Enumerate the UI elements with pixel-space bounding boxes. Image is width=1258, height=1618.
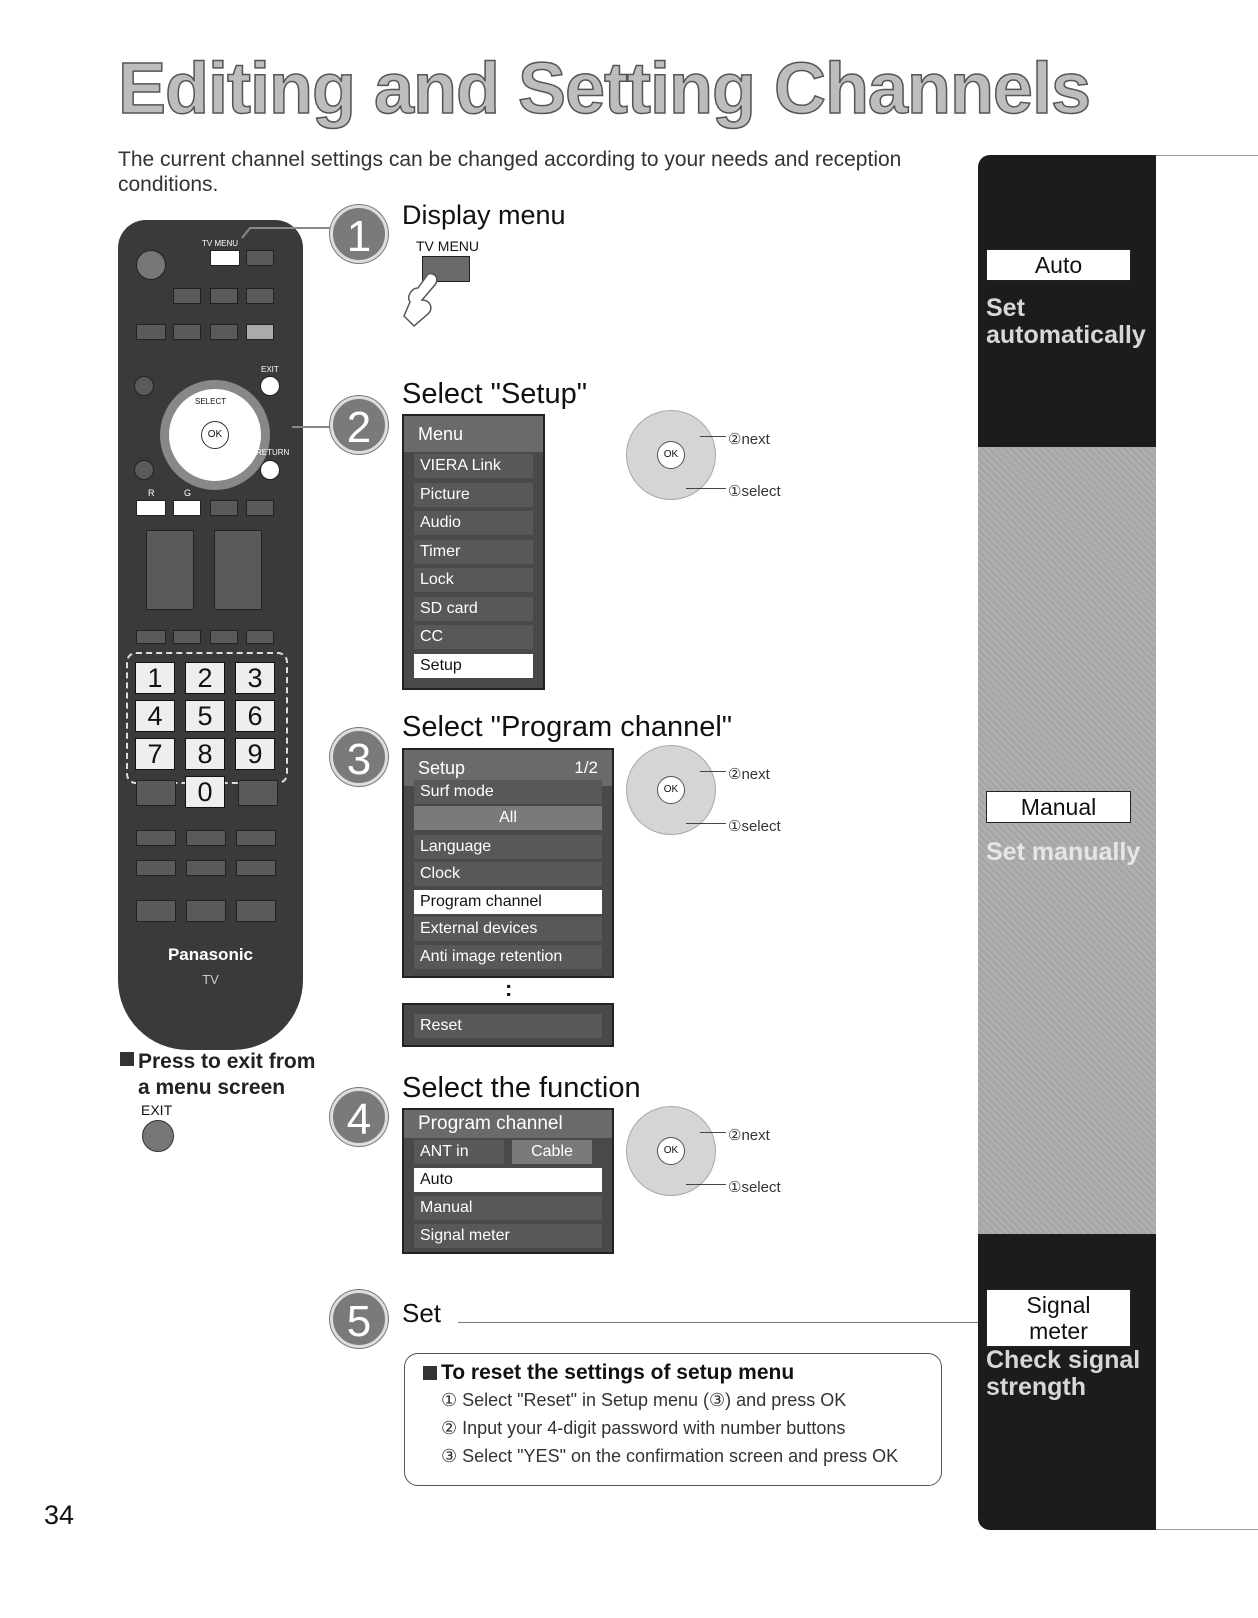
remote-key[interactable] bbox=[136, 900, 176, 922]
number-button-5[interactable]: 5 bbox=[185, 700, 225, 732]
exit-note-button bbox=[142, 1120, 174, 1152]
number-button-6[interactable]: 6 bbox=[235, 700, 275, 732]
g-key-label: G bbox=[184, 488, 192, 498]
step-2-heading: Select "Setup" bbox=[402, 378, 588, 410]
remote-key[interactable] bbox=[210, 288, 238, 304]
step-2-next-label: ②next bbox=[728, 431, 770, 448]
number-button-4[interactable]: 4 bbox=[135, 700, 175, 732]
number-button-8[interactable]: 8 bbox=[185, 738, 225, 770]
sidebar-auto-label: Auto bbox=[986, 249, 1131, 281]
menu-item-timer[interactable]: Timer bbox=[414, 540, 533, 564]
remote-key[interactable] bbox=[173, 630, 201, 644]
exit-key-label: EXIT bbox=[261, 365, 279, 374]
remote-key[interactable] bbox=[186, 860, 226, 876]
step-3-select-label: ①select bbox=[728, 818, 781, 835]
intro-text: The current channel settings can be changed according to your needs and reception conditions. bbox=[118, 148, 902, 196]
step-4-heading: Select the function bbox=[402, 1072, 641, 1104]
ok-button[interactable]: OK bbox=[201, 421, 229, 449]
next-leader bbox=[700, 1132, 726, 1133]
remote-key[interactable] bbox=[136, 830, 176, 846]
number-button-2[interactable]: 2 bbox=[185, 662, 225, 694]
remote-key[interactable] bbox=[246, 324, 274, 340]
remote-key[interactable] bbox=[246, 288, 274, 304]
number-button-1[interactable]: 1 bbox=[135, 662, 175, 694]
sidebar-manual-sub: Set manually bbox=[986, 838, 1141, 866]
green-button[interactable] bbox=[173, 500, 201, 516]
remote-key[interactable] bbox=[173, 324, 201, 340]
step-3-number: 3 bbox=[330, 728, 388, 786]
power-button[interactable] bbox=[136, 250, 166, 280]
step-3-heading: Select "Program channel" bbox=[402, 711, 733, 743]
step-2-number: 2 bbox=[330, 396, 388, 454]
exit-note-button-label: EXIT bbox=[141, 1102, 173, 1118]
step-5-heading: Set bbox=[402, 1298, 442, 1328]
reset-step-2: ② Input your 4-digit password with number buttons bbox=[441, 1418, 846, 1438]
menu-item-viera-link[interactable]: VIERA Link bbox=[414, 454, 533, 478]
select-leader bbox=[686, 488, 726, 489]
sidebar-signal-sub: Check signal strength bbox=[986, 1346, 1141, 1401]
setup-item-program-channel[interactable]: Program channel bbox=[414, 890, 602, 914]
step1-connector bbox=[240, 224, 340, 244]
exit-note-line1: Press to exit from bbox=[138, 1050, 316, 1073]
ant-in-label: ANT in bbox=[414, 1140, 504, 1164]
step-5-number: 5 bbox=[330, 1290, 388, 1348]
remote-key[interactable] bbox=[214, 530, 262, 610]
step-1-heading: Display menu bbox=[402, 200, 566, 230]
remote-key[interactable] bbox=[236, 860, 276, 876]
remote-key[interactable] bbox=[136, 780, 176, 806]
bullet-square bbox=[423, 1366, 437, 1380]
step-2-select-wheel bbox=[626, 410, 716, 500]
setup-menu-page: 1/2 bbox=[574, 758, 598, 777]
return-button[interactable] bbox=[260, 460, 280, 480]
menu-item-cc[interactable]: CC bbox=[414, 625, 533, 649]
program-channel-screen bbox=[402, 1108, 614, 1254]
setup-item-reset[interactable]: Reset bbox=[414, 1014, 602, 1038]
step-4-next-label: ②next bbox=[728, 1127, 770, 1144]
remote-key[interactable] bbox=[238, 780, 278, 806]
red-button[interactable] bbox=[136, 500, 166, 516]
sidebar bbox=[978, 155, 1258, 1530]
setup-item-language[interactable]: Language bbox=[414, 835, 602, 859]
remote-key[interactable] bbox=[136, 630, 166, 644]
select-label: SELECT bbox=[195, 397, 227, 406]
remote-brand: Panasonic bbox=[167, 945, 254, 964]
step-4-number: 4 bbox=[330, 1088, 388, 1146]
setup-menu-screen bbox=[402, 748, 614, 978]
number-button-7[interactable]: 7 bbox=[135, 738, 175, 770]
remote-key[interactable] bbox=[210, 630, 238, 644]
menu-item-sd-card[interactable]: SD card bbox=[414, 597, 533, 621]
reset-settings-box bbox=[404, 1353, 942, 1486]
number-button-9[interactable]: 9 bbox=[235, 738, 275, 770]
remote-key[interactable] bbox=[246, 630, 274, 644]
remote-key[interactable] bbox=[186, 900, 226, 922]
step-2-ok-button: OK bbox=[657, 441, 685, 469]
remote-key[interactable] bbox=[134, 376, 154, 396]
main-menu-title: Menu bbox=[404, 416, 543, 452]
reset-step-3: ③ Select "YES" on the confirmation screen and press OK bbox=[441, 1446, 899, 1466]
bullet-square bbox=[120, 1052, 134, 1066]
menu-item-lock[interactable]: Lock bbox=[414, 568, 533, 592]
sidebar-manual-label: Manual bbox=[986, 791, 1131, 823]
setup-item-anti-image-retention[interactable]: Anti image retention bbox=[414, 945, 602, 969]
remote-key[interactable] bbox=[210, 324, 238, 340]
hand-pointer-icon bbox=[400, 270, 450, 328]
remote-key[interactable] bbox=[236, 900, 276, 922]
ant-in-value[interactable]: Cable bbox=[512, 1140, 592, 1164]
select-leader bbox=[686, 1184, 726, 1185]
exit-button[interactable] bbox=[260, 376, 280, 396]
function-item-auto[interactable]: Auto bbox=[414, 1168, 602, 1192]
menu-item-setup[interactable]: Setup bbox=[414, 654, 533, 678]
step-1-tv-menu-label: TV MENU bbox=[416, 238, 479, 254]
page-title: Editing and Setting Channels bbox=[118, 49, 1091, 129]
tv-menu-button[interactable] bbox=[210, 250, 240, 266]
remote-key[interactable] bbox=[136, 324, 166, 340]
step-5-leader-line bbox=[458, 1322, 978, 1323]
step-3-next-label: ②next bbox=[728, 766, 770, 783]
remote-control bbox=[118, 220, 303, 1050]
program-channel-title: Program channel bbox=[404, 1110, 612, 1138]
select-dpad[interactable] bbox=[160, 380, 270, 490]
sidebar-auto-sub: Set automatically bbox=[986, 294, 1146, 349]
setup-item-external-devices[interactable]: External devices bbox=[414, 917, 602, 941]
function-item-signal-meter[interactable]: Signal meter bbox=[414, 1224, 602, 1248]
step-3-select-wheel bbox=[626, 745, 716, 835]
remote-key[interactable] bbox=[236, 830, 276, 846]
remote-key[interactable] bbox=[186, 830, 226, 846]
remote-key[interactable] bbox=[173, 288, 201, 304]
step-2-select-label: ①select bbox=[728, 483, 781, 500]
remote-key[interactable] bbox=[134, 460, 154, 480]
remote-key[interactable] bbox=[246, 500, 274, 516]
number-button-3[interactable]: 3 bbox=[235, 662, 275, 694]
next-leader bbox=[700, 436, 726, 437]
select-leader bbox=[686, 823, 726, 824]
remote-key[interactable] bbox=[136, 860, 176, 876]
reset-step-1: ① Select "Reset" in Setup menu (③) and press OK bbox=[441, 1390, 847, 1410]
setup-item-clock[interactable]: Clock bbox=[414, 862, 602, 886]
sidebar-signal-label: Signal meter bbox=[986, 1289, 1131, 1347]
return-key-label: RETURN bbox=[256, 448, 290, 457]
number-button-0[interactable]: 0 bbox=[185, 776, 225, 808]
step-3-ok-button: OK bbox=[657, 776, 685, 804]
exit-note-line2: a menu screen bbox=[138, 1076, 286, 1099]
setup-item-surf-mode[interactable]: Surf mode bbox=[414, 780, 602, 804]
tv-menu-key-label: TV MENU bbox=[202, 239, 238, 248]
setup-reset-screen bbox=[402, 1003, 614, 1047]
remote-key[interactable] bbox=[246, 250, 274, 266]
next-leader bbox=[700, 771, 726, 772]
step-4-select-wheel bbox=[626, 1106, 716, 1196]
reset-title: To reset the settings of setup menu bbox=[441, 1361, 795, 1384]
main-menu-screen bbox=[402, 414, 545, 690]
menu-item-audio[interactable]: Audio bbox=[414, 511, 533, 535]
menu-item-picture[interactable]: Picture bbox=[414, 483, 533, 507]
step-4-select-label: ①select bbox=[728, 1179, 781, 1196]
continuation-dots: : bbox=[505, 976, 513, 1001]
step-1-number: 1 bbox=[330, 205, 388, 263]
remote-key[interactable] bbox=[146, 530, 194, 610]
setup-menu-title: Setup bbox=[404, 750, 612, 786]
remote-key[interactable] bbox=[210, 500, 238, 516]
r-key-label: R bbox=[148, 488, 155, 498]
remote-tv-label: TV bbox=[202, 972, 219, 987]
page-number: 34 bbox=[44, 1500, 75, 1530]
function-item-manual[interactable]: Manual bbox=[414, 1196, 602, 1220]
setup-item-surf-mode-value[interactable]: All bbox=[414, 806, 602, 830]
step-4-ok-button: OK bbox=[657, 1137, 685, 1165]
